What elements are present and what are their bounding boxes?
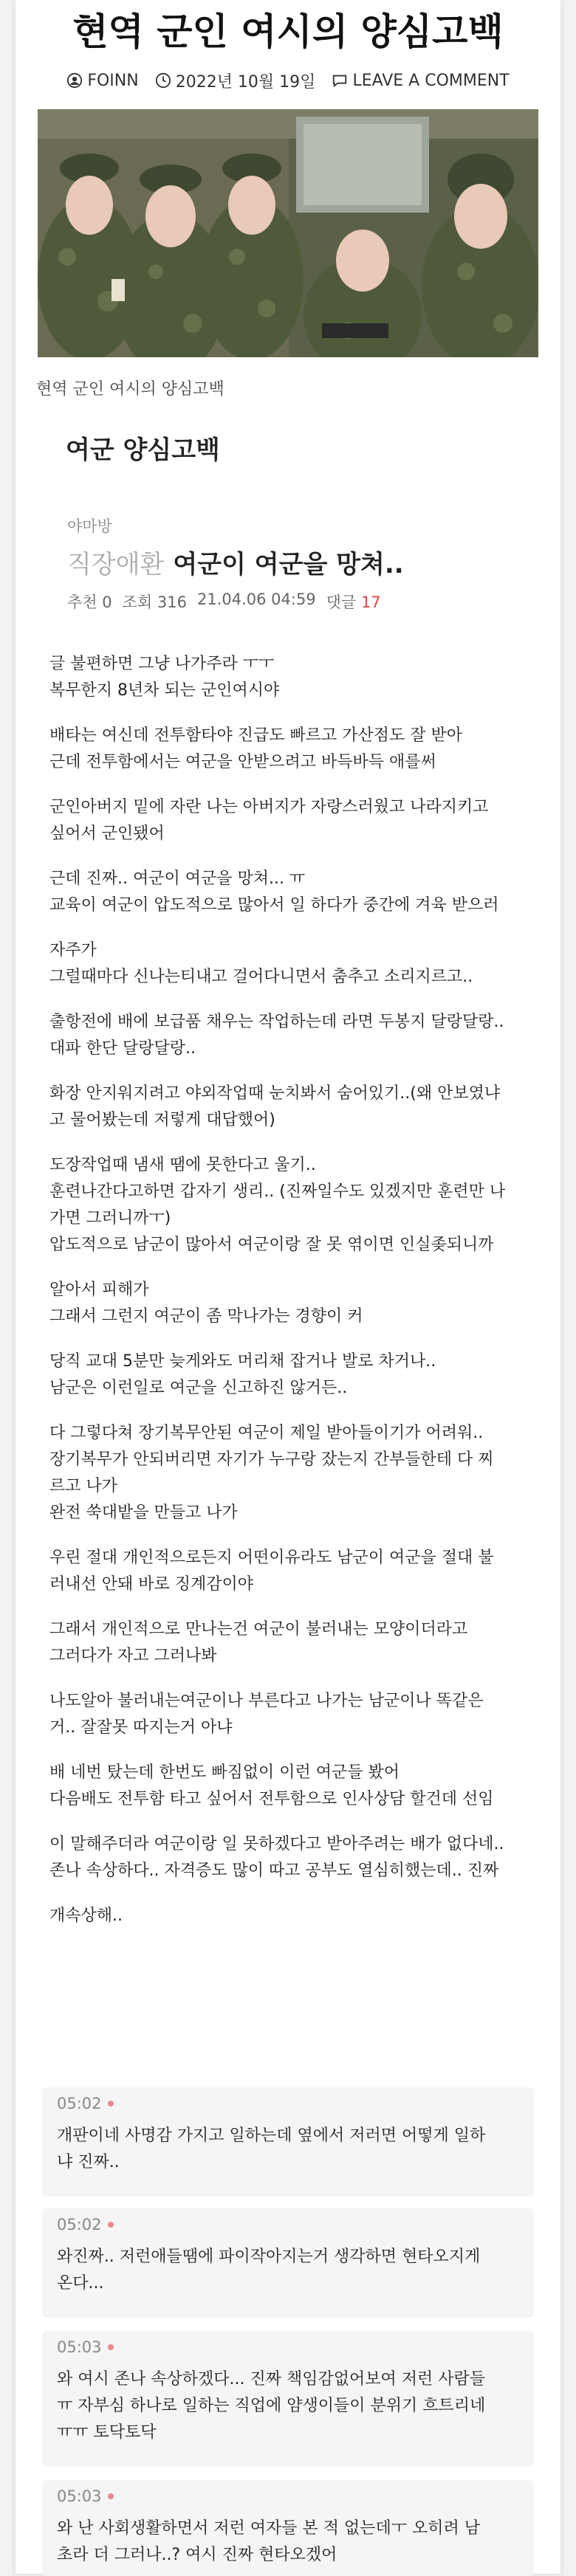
comment-time: 05:02 bbox=[57, 2095, 102, 2112]
new-dot-icon bbox=[108, 2101, 114, 2107]
comment-item[interactable] bbox=[42, 2208, 534, 2318]
recommend-count: 추천 0 bbox=[67, 593, 112, 611]
post-date: 21.04.06 04:59 bbox=[196, 590, 316, 608]
author-name[interactable]: FOINN bbox=[87, 71, 139, 90]
post-paragraph: 우린 절대 개인적으로든지 어떤이유라도 남군이 여군을 절대 불 러내선 안돼 바로 징계감이야 bbox=[49, 1549, 494, 1594]
article-page bbox=[16, 0, 560, 2574]
hero-image bbox=[38, 109, 538, 357]
comment-time: 05:02 bbox=[57, 2216, 102, 2234]
publish-date: 2022년 10월 19일 bbox=[175, 72, 316, 92]
post-paragraph: 도장작업때 냄새 땜에 못한다고 울기.. 훈련나간다고하면 갑자기 생리.. (진짜일수도 있겠지만 훈련만 나 가면 그러니까ㅜ) 압도적으로 남군이 많아서 여군이랑 잘 못 엮이면 인실좆되니까 bbox=[49, 1156, 506, 1254]
post-paragraph: 이 말해주더라 여군이랑 일 못하겠다고 받아주려는 배가 없다네.. 존나 속상하다.. 자격증도 많이 따고 공부도 열심히했는데.. 진짜 bbox=[49, 1835, 504, 1880]
post-paragraph: 근데 진짜.. 여군이 여군을 망쳐... ㅠ 교육이 여군이 압도적으로 많아서 일 하다가 중간에 겨육 받으러 bbox=[49, 869, 499, 915]
comment-count[interactable]: 댓글 17 bbox=[326, 593, 381, 611]
article-title: 현역 군인 여시의 양심고백 bbox=[72, 10, 504, 53]
post-title bbox=[67, 544, 404, 580]
comment-text: 와진짜.. 저런애들땜에 파이작아지는거 생각하면 현타오지게 온다... bbox=[57, 2248, 481, 2293]
post-heading: 여군 양심고백 bbox=[66, 435, 220, 465]
post-paragraph: 다 그렇다쳐 장기복무안된 여군이 제일 받아들이기가 어려워.. 장기복무가 안되버리면 자기가 누구랑 잤는지 간부들한테 다 찌 르고 나가 완전 쑥대밭을 만들고 나가 bbox=[49, 1424, 494, 1522]
date-meta bbox=[155, 69, 316, 92]
post-paragraph: 화장 안지워지려고 야외작업때 눈치봐서 숨어있기..(왜 안보였냐 고 물어봤는데 저렇게 대답했어) bbox=[49, 1084, 501, 1129]
clock-icon bbox=[155, 72, 171, 89]
soldiers-photo bbox=[38, 109, 538, 357]
post-screenshot bbox=[29, 407, 547, 2574]
comment-text: 와 여시 존나 속상하겠다... 진짜 책임감없어보여 저런 사람들 ㅠ 자부심 하나로 일하는 직업에 얌생이들이 분위기 흐트리네 ㅠㅠ 토닥토닥 bbox=[57, 2370, 486, 2442]
post-paragraph: 알아서 피해가 그래서 그런지 여군이 좀 막나가는 경향이 커 bbox=[49, 1281, 363, 1326]
post-tag: 직장애환 bbox=[67, 550, 165, 579]
comment-text: 개판이네 사명감 가지고 일하는데 옆에서 저러면 어떻게 일하 냐 진짜.. bbox=[57, 2126, 486, 2172]
comment-meta[interactable] bbox=[332, 72, 509, 90]
article-meta bbox=[16, 63, 560, 97]
user-icon bbox=[66, 72, 83, 89]
leave-comment-link[interactable]: LEAVE A COMMENT bbox=[352, 71, 510, 90]
comment-item[interactable] bbox=[42, 2087, 534, 2197]
comment-text: 와 난 사회생활하면서 저런 여자들 본 적 없는데ㅜ 오히려 남 초라 더 그러나..? 여시 진짜 현타오겠어 bbox=[57, 2519, 480, 2564]
post-paragraph: 배 네번 탔는데 한번도 빠짐없이 이런 여군들 봤어 다음배도 전투함 타고 싶어서 전투함으로 인사상담 할건데 선임 bbox=[49, 1763, 494, 1808]
post-paragraph: 자주가 그럴때마다 신나는티내고 걸어다니면서 춤추고 소리지르고.. bbox=[49, 941, 473, 986]
comment-icon bbox=[332, 72, 348, 89]
post-paragraph: 글 불편하면 그냥 나가주라 ㅜㅜ 복무한지 8년차 되는 군인여시야 bbox=[49, 655, 280, 700]
comment-time: 05:03 bbox=[57, 2487, 102, 2505]
post-body bbox=[49, 651, 529, 1948]
board-category[interactable]: 야마방 bbox=[67, 517, 112, 535]
post-paragraph: 나도알아 불러내는여군이나 부른다고 나가는 남군이나 똑같은 거.. 잘잘못 따지는거 아냐 bbox=[49, 1692, 484, 1737]
post-paragraph: 배타는 여신데 전투함타야 진급도 빠르고 가산점도 잘 받아 근데 전투함에서는 여군을 안받으려고 바득바득 애를써 bbox=[49, 726, 463, 771]
image-caption: 현역 군인 여시의 양심고백 bbox=[36, 380, 224, 399]
post-title-text: 여군이 여군을 망쳐.. bbox=[173, 550, 404, 579]
author-meta[interactable] bbox=[66, 72, 138, 90]
comment-item[interactable] bbox=[42, 2331, 534, 2467]
comment-item[interactable] bbox=[42, 2480, 534, 2576]
post-paragraph: 개속상해.. bbox=[49, 1907, 123, 1925]
post-paragraph: 그래서 개인적으로 만나는건 여군이 불러내는 모양이더라고 그러다가 자고 그러나봐 bbox=[49, 1620, 468, 1665]
new-dot-icon bbox=[108, 2344, 114, 2350]
comment-time: 05:03 bbox=[57, 2338, 102, 2356]
post-paragraph: 당직 교대 5분만 늦게와도 머리채 잡거나 발로 차거나.. 남군은 이런일로 여군을 신고하진 않거든.. bbox=[49, 1352, 436, 1397]
post-stats bbox=[67, 590, 381, 613]
view-count: 조회 316 bbox=[122, 593, 187, 611]
post-paragraph: 출항전에 배에 보급품 채우는 작업하는데 라면 두봉지 달랑달랑.. 대파 한단 달랑달랑.. bbox=[49, 1013, 504, 1058]
new-dot-icon bbox=[108, 2493, 114, 2499]
post-paragraph: 군인아버지 밑에 자란 나는 아버지가 자랑스러웠고 나라지키고 싶어서 군인됐어 bbox=[49, 798, 489, 843]
new-dot-icon bbox=[108, 2222, 114, 2228]
